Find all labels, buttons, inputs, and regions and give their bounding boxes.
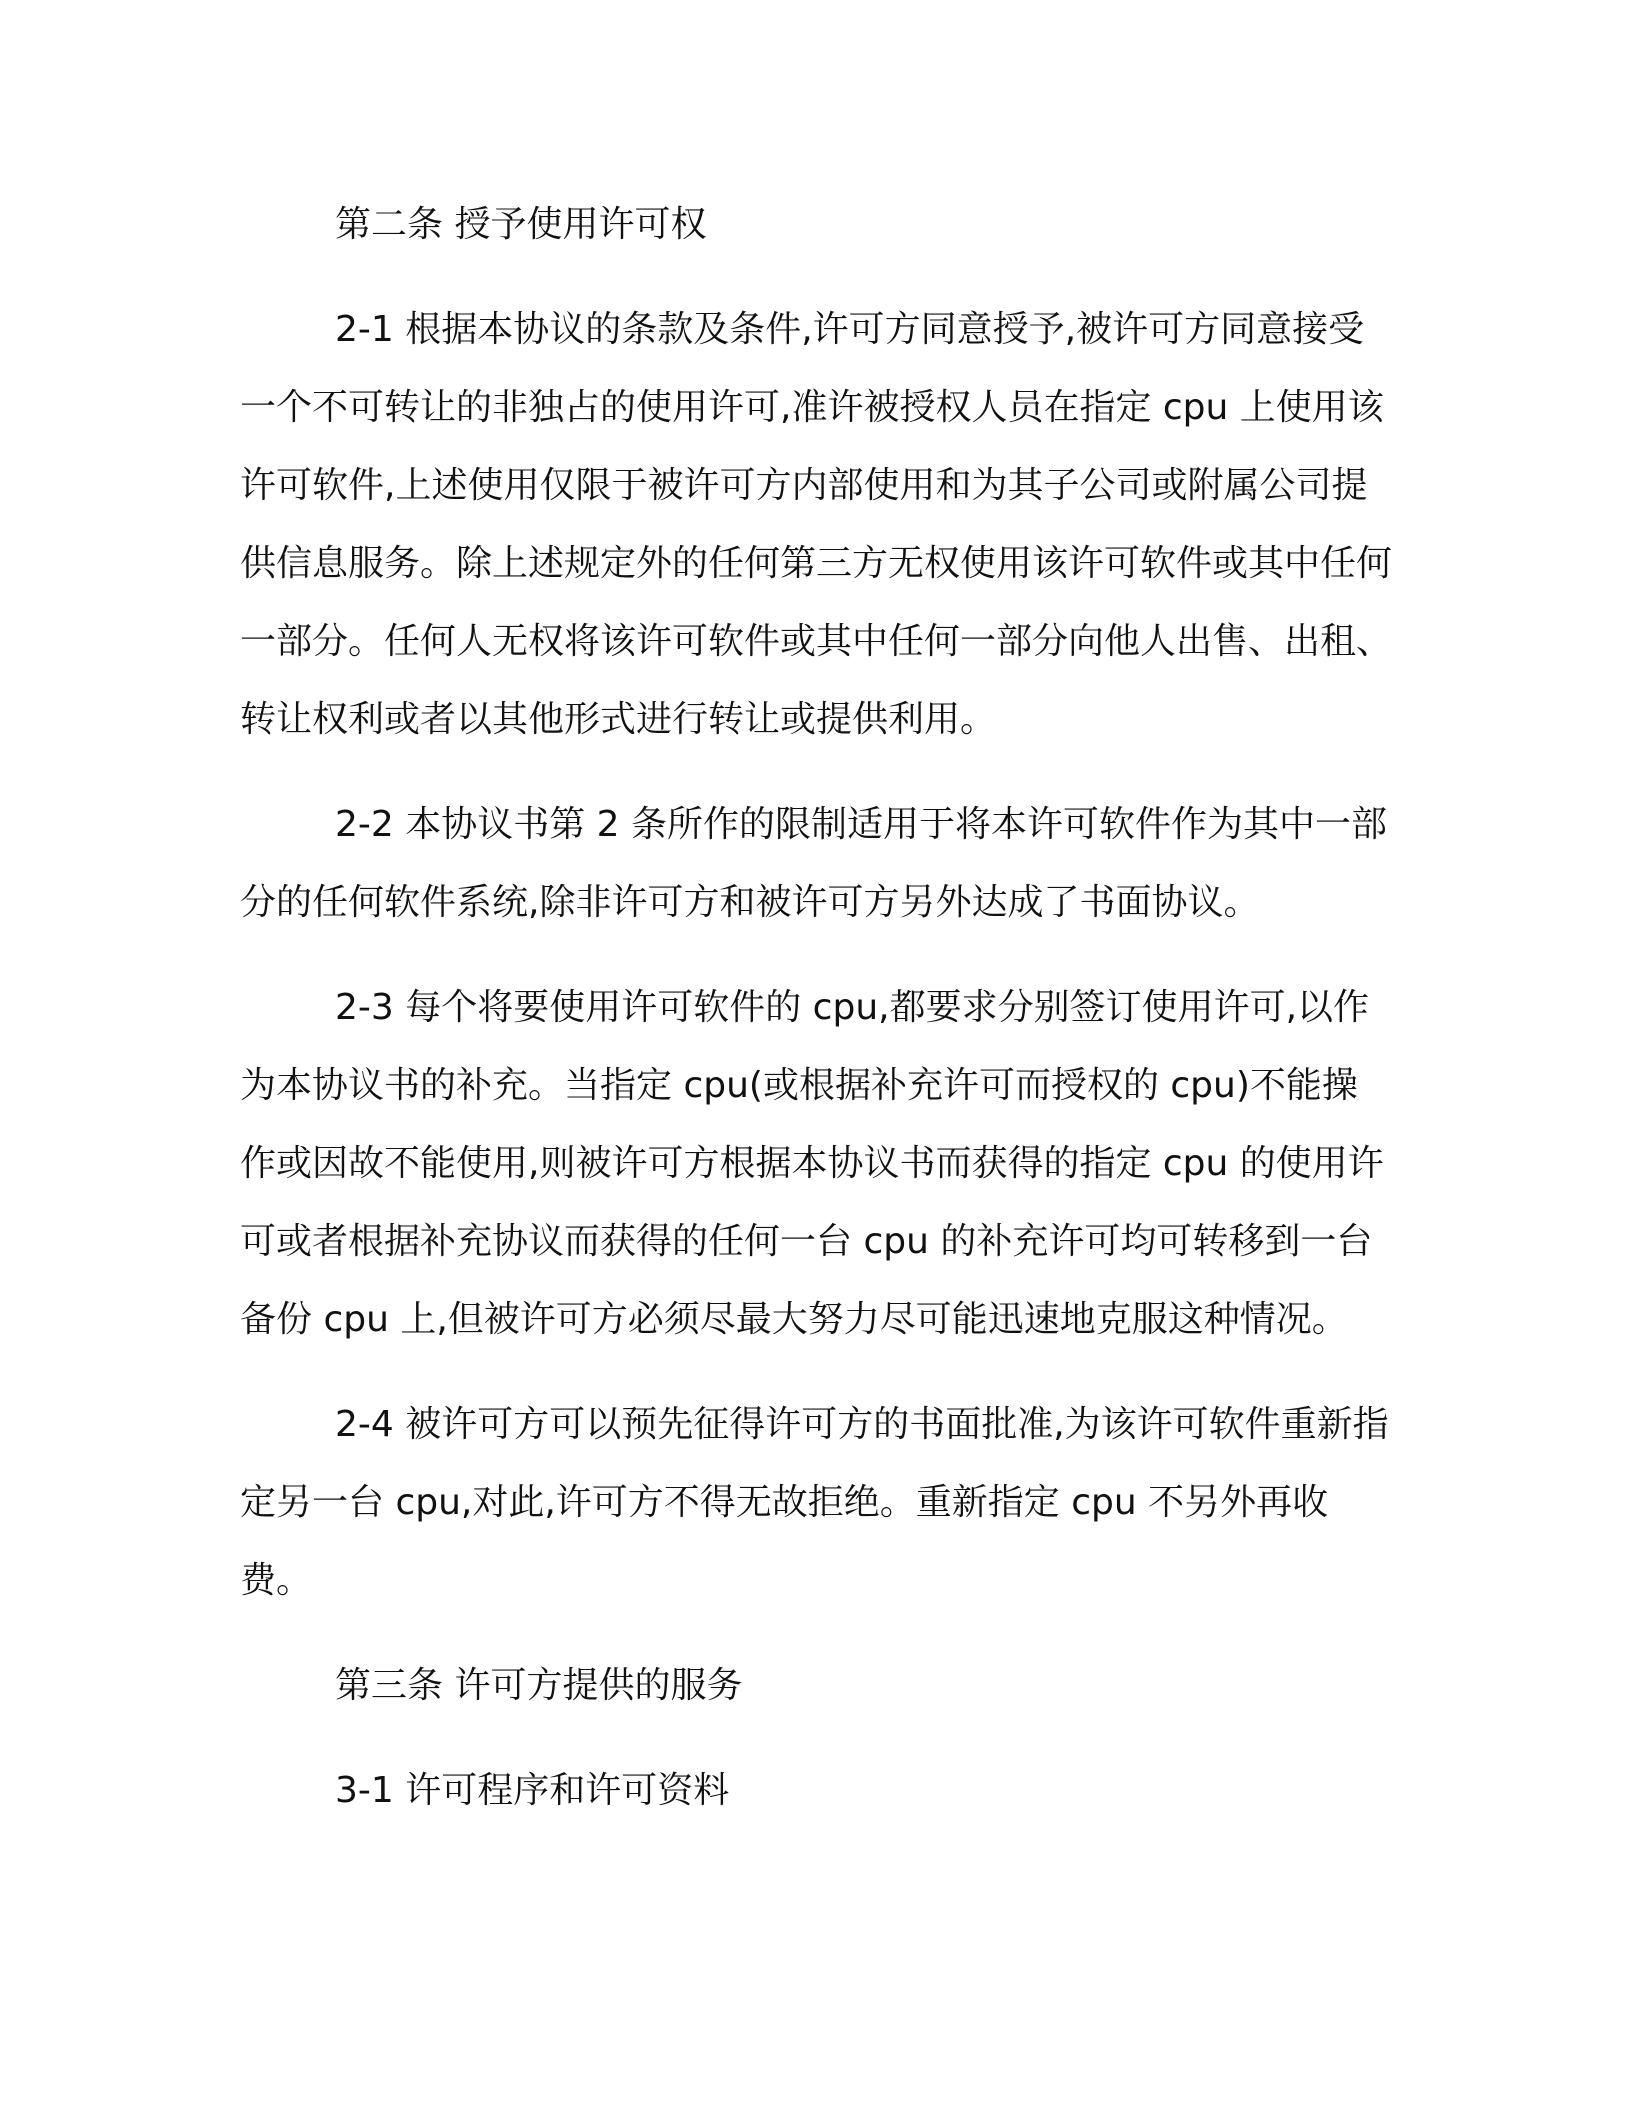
article-3-heading: 第三条 许可方提供的服务: [335, 1665, 743, 1706]
clause-3-1-heading: 3-1 许可程序和许可资料: [335, 1770, 730, 1811]
clause-2-1: 2-1 根据本协议的条款及条件,许可方同意授予,被许可方同意接受一个不可转让的非独占的使用许可,准许被授权人员在指定 cpu 上使用该许可软件,上述使用仅限于被许可方内部使用和为其子公司或附属公司提供信息服务。除上述规定外的任何第三方无权使用该许可软件或其中任何一部分。任何人无权将该许可软件或其中任何一部分向他人出售、出租、转让权利或者以其他形式进行转让或提供利用。: [240, 309, 1393, 740]
clause-2-2: 2-2 本协议书第 2 条所作的限制适用于将本许可软件作为其中一部分的任何软件系统,除非许可方和被许可方另外达成了书面协议。: [240, 804, 1388, 923]
document-body: [240, 186, 1392, 1857]
article-2-heading: 第二条 授予使用许可权: [335, 204, 707, 245]
clause-2-4: 2-4 被许可方可以预先征得许可方的书面批准,为该许可软件重新指定另一台 cpu,对此,许可方不得无故拒绝。重新指定 cpu 不另外再收费。: [240, 1404, 1389, 1601]
clause-2-3: 2-3 每个将要使用许可软件的 cpu,都要求分别签订使用许可,以作为本协议书的补充。当指定 cpu(或根据补充许可而授权的 cpu)不能操作或因故不能使用,则被许可方根据本协议书而获得的指定 cpu 的使用许可或者根据补充协议而获得的任何一台 cpu 的补充许可均可转移到一台备份 cpu 上,但被许可方必须尽最大努力尽可能迅速地克服这种情况。: [240, 987, 1384, 1340]
